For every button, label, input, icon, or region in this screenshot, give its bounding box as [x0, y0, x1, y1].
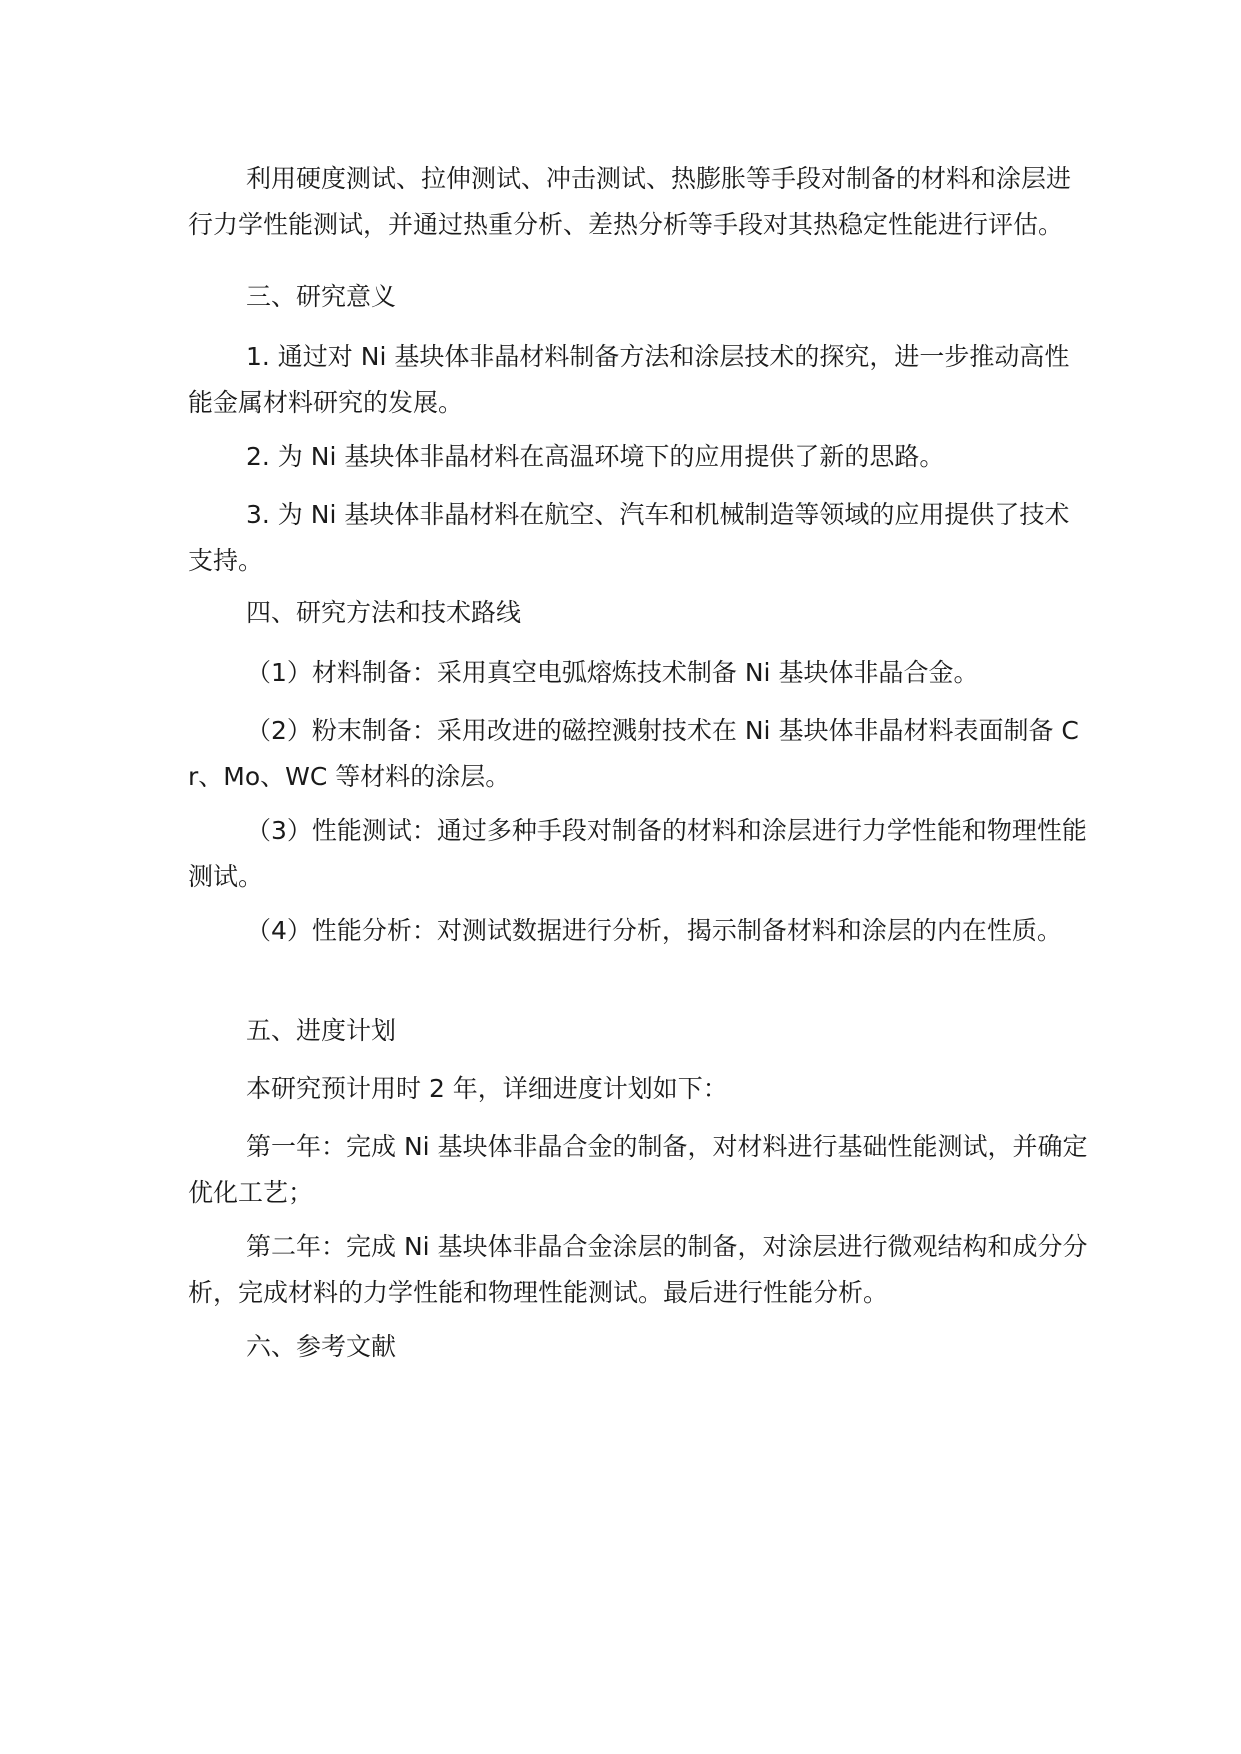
paragraph-schedule-intro: 本研究预计用时 2 年，详细进度计划如下：: [246, 1074, 728, 1103]
list-item-method-3: （3）性能测试：通过多种手段对制备的材料和涂层进行力学性能和物理性能测试。: [188, 816, 1087, 891]
paragraph-year-two: 第二年：完成 Ni 基块体非晶合金涂层的制备，对涂层进行微观结构和成分分析，完成材料的力学性能和物理性能测试。最后进行性能分析。: [188, 1232, 1088, 1307]
list-item-significance-1: 1. 通过对 Ni 基块体非晶材料制备方法和涂层技术的探究，进一步推动高性能金属材料研究的发展。: [188, 342, 1070, 417]
section-heading-methods: 四、研究方法和技术路线: [246, 598, 522, 627]
list-item-method-1: （1）材料制备：采用真空电弧熔炼技术制备 Ni 基块体非晶合金。: [246, 658, 979, 687]
section-heading-significance: 三、研究意义: [246, 282, 397, 311]
list-item-significance-2: 2. 为 Ni 基块体非晶材料在高温环境下的应用提供了新的思路。: [246, 442, 945, 471]
list-item-method-4: （4）性能分析：对测试数据进行分析，揭示制备材料和涂层的内在性质。: [246, 916, 1062, 945]
paragraph-testing-methods: 利用硬度测试、拉伸测试、冲击测试、热膨胀等手段对制备的材料和涂层进行力学性能测试，并通过热重分析、差热分析等手段对其热稳定性能进行评估。: [188, 164, 1072, 239]
paragraph-year-one: 第一年：完成 Ni 基块体非晶合金的制备，对材料进行基础性能测试，并确定优化工艺；: [188, 1132, 1088, 1207]
section-heading-schedule: 五、进度计划: [246, 1016, 397, 1045]
list-item-significance-3: 3. 为 Ni 基块体非晶材料在航空、汽车和机械制造等领域的应用提供了技术支持。: [188, 500, 1070, 575]
section-heading-references: 六、参考文献: [246, 1332, 397, 1361]
list-item-method-2: （2）粉末制备：采用改进的磁控溅射技术在 Ni 基块体非晶材料表面制备 Cr、Mo、WC 等材料的涂层。: [188, 716, 1079, 791]
